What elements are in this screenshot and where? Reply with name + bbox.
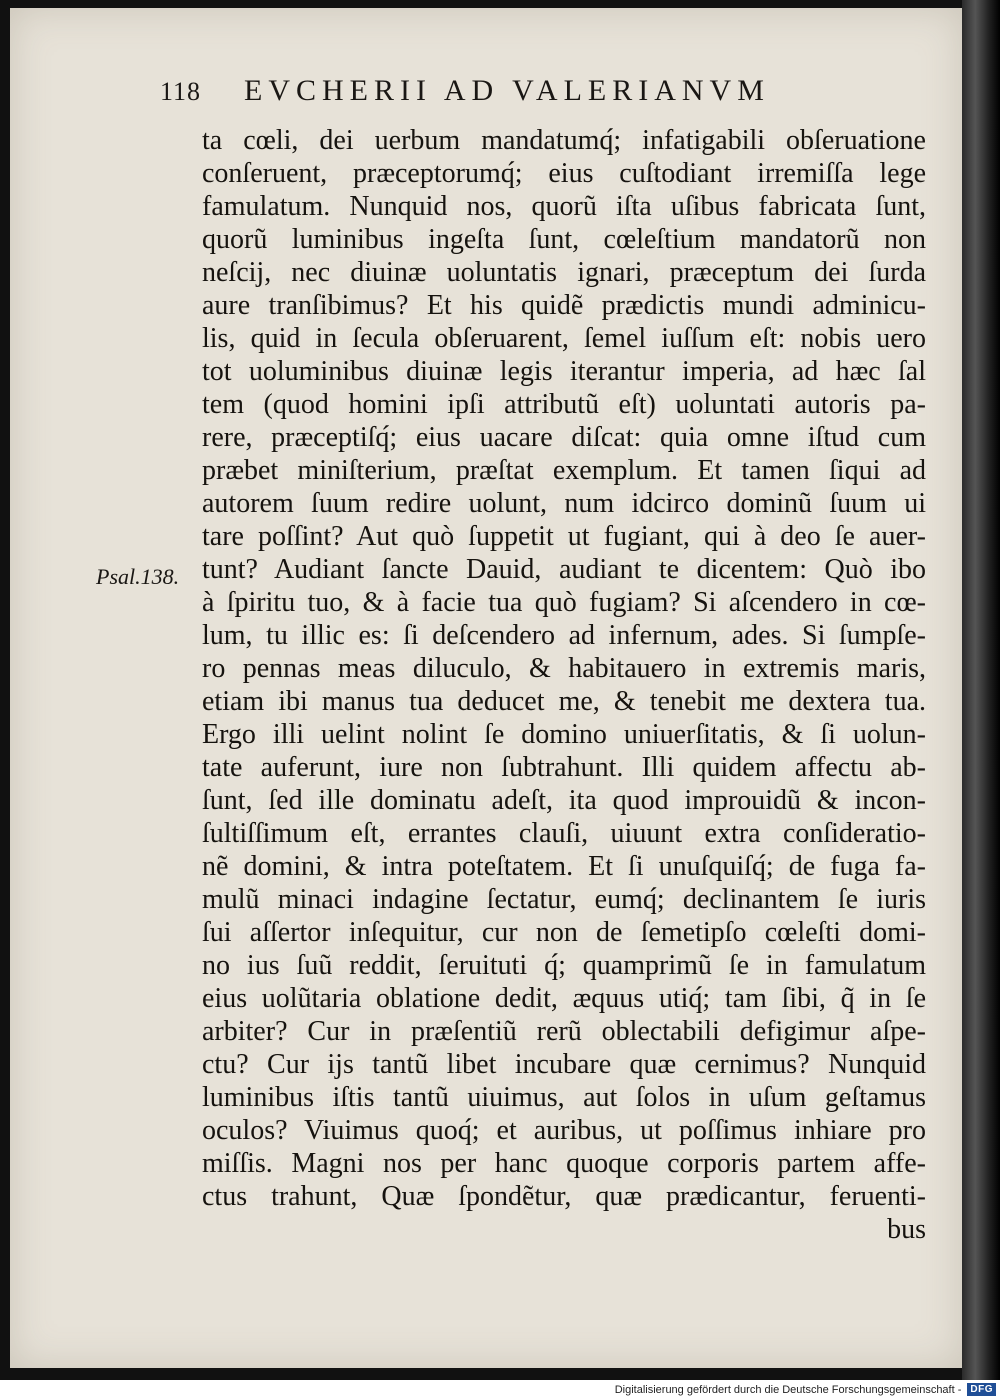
marginal-note: Psal.138. (96, 564, 180, 589)
text-line: famulatum. Nunquid nos, quorũ iſta uſibus fabricata ſunt, (202, 191, 926, 222)
text-line: aure tranſibimus? Et his quidẽ prædictis mundi adminicu- (202, 290, 926, 321)
book-page (10, 8, 962, 1368)
text-line: neſcij, nec diuinæ uoluntatis ignari, præceptum dei ſurda (202, 257, 926, 288)
text-line: præbet miniſterium, præſtat exemplum. Et tamen ſiqui ad (202, 455, 926, 486)
text-line: tare poſſint? Aut quò ſuppetit ut fugiant, qui à deo ſe auer- (202, 521, 926, 552)
dfg-logo: DFG (967, 1383, 996, 1396)
text-line: tunt? Audiant ſancte Dauid, audiant te dicentem: Quò ibo (202, 554, 926, 585)
text-line: etiam ibi manus tua deducet me, & tenebit me dextera tua. (202, 686, 926, 717)
running-title: EVCHERII AD VALERIANVM (244, 74, 770, 107)
text-line: ſui aſſertor inſequitur, cur non de ſemetipſo cœleſti domi- (202, 917, 926, 948)
book-edge (962, 0, 1000, 1380)
text-line: no ius ſuũ reddit, ſeruituti q́; quamprimũ ſe in famulatum (202, 950, 926, 981)
footer-bar (0, 1380, 1000, 1399)
text-line: tot uoluminibus diuinæ legis iterantur imperia, ad hæc ſal (202, 356, 926, 387)
text-line: conſeruent, præceptorumq́; eius cuſtodiant irremiſſa lege (202, 158, 926, 189)
text-line: nẽ domini, & intra poteſtatem. Et ſi unuſquiſq́; de fuga fa- (202, 851, 926, 882)
text-line: ta cœli, dei uerbum mandatumq́; infatigabili obſeruatione (202, 125, 926, 156)
footer-credit: Digitalisierung gefördert durch die Deutsche Forschungsgemeinschaft - (614, 1383, 962, 1396)
text-line: luminibus iſtis tantũ uiuimus, aut ſolos in uſum geſtamus (202, 1082, 926, 1113)
text-line: bus (887, 1214, 926, 1245)
text-line: rere, præceptiſq́; eius uacare diſcat: quia omne iſtud cum (202, 422, 926, 453)
text-line: ſultiſſimum eſt, errantes clauſi, uiuunt extra conſideratio- (202, 818, 926, 849)
text-line: arbiter? Cur in præſentiũ rerũ oblectabili defigimur aſpe- (202, 1016, 926, 1047)
text-line: lum, tu illic es: ſi deſcendero ad infernum, ades. Si ſumpſe- (202, 620, 926, 651)
text-line: ro pennas meas diluculo, & habitauero in extremis maris, (202, 653, 926, 684)
text-line: ctu? Cur ijs tantũ libet incubare quæ cernimus? Nunquid (202, 1049, 926, 1080)
text-line: quorũ luminibus ingeſta ſunt, cœleſtium mandatorũ non (202, 224, 926, 255)
text-line: tate auferunt, iure non ſubtrahunt. Illi quidem affectu ab- (202, 752, 926, 783)
text-block (202, 124, 926, 1246)
text-line: oculos? Viuimus quoq́; et auribus, ut poſſimus inhiare pro (202, 1115, 926, 1146)
text-line: miſſis. Magni nos per hanc quoque corporis partem affe- (202, 1148, 926, 1179)
text-line: à ſpiritu tuo, & à facie tua quò fugiam? Si aſcendero in cœ- (202, 587, 926, 618)
text-line: ſunt, ſed ille dominatu adeſt, ita quod improuidũ & incon- (202, 785, 926, 816)
page-number: 118 (160, 77, 202, 106)
text-line: Ergo illi uelint nolint ſe domino uniuerſitatis, & ſi uolun- (202, 719, 926, 750)
text-line: ctus trahunt, Quæ ſpondẽtur, quæ prædicantur, feruenti- (202, 1181, 926, 1212)
text-line: eius uolũtaria oblatione dedit, æquus utiq́; tam ſibi, q̃ in ſe (202, 983, 926, 1014)
text-line: lis, quid in ſecula obſeruarent, ſemel iuſſum eſt: nobis uero (202, 323, 926, 354)
text-line: autorem ſuum redire uolunt, num idcirco dominũ ſuum ui (202, 488, 926, 519)
text-line: mulũ minaci indagine ſectatur, eumq́; declinantem ſe iuris (202, 884, 926, 915)
text-line: tem (quod homini ipſi attributũ eſt) uoluntati autoris pa- (202, 389, 926, 420)
page-header (160, 74, 840, 114)
